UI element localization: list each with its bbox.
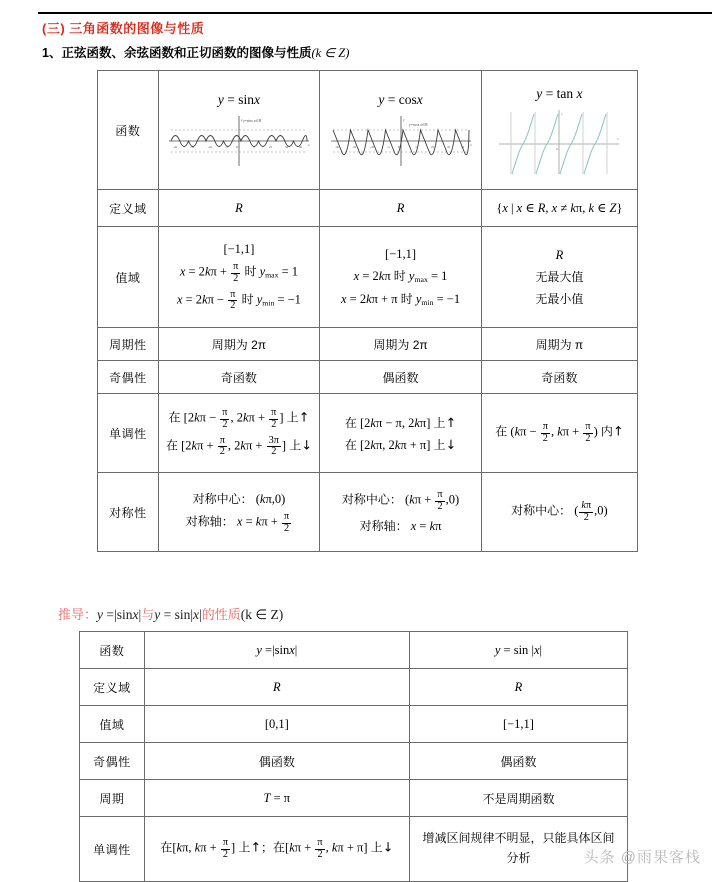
- row-label-parity: 奇偶性: [98, 361, 159, 394]
- symmetry-cos-center: 对称中心： (kπ + $\frac{\pi}{2}$ ,0): [341, 488, 460, 512]
- formula-sin: y = sinx: [217, 92, 260, 107]
- cosine-graph: [327, 110, 475, 172]
- derived-row-range: [80, 706, 628, 743]
- symmetry-sin-axis-label: 对称轴：: [185, 514, 234, 529]
- cell-range-sin: [158, 227, 320, 328]
- table-row-period: [98, 328, 638, 361]
- svg-text:y: y: [561, 112, 564, 116]
- cell-parity-sin: 奇函数: [158, 361, 320, 394]
- table-row-range: [98, 227, 638, 328]
- derived-cell-parity-abs-sin: 偶函数: [144, 743, 409, 780]
- trig-properties-table: [97, 70, 638, 552]
- monotonicity-sin-increasing: 在 [2kπ − $\frac{\pi}{2}$ , 2kπ + $\frac{\pi}{2}$ ] 上↑: [168, 407, 310, 430]
- derived-cell-period-abs-sin: T = π: [144, 780, 409, 817]
- derived-heading-prefix: 推导：: [58, 607, 98, 622]
- svg-text:x: x: [617, 137, 620, 141]
- domain-cos-value: R: [396, 200, 405, 215]
- cell-parity-tan: 奇函数: [481, 361, 637, 394]
- svg-text:x: x: [469, 143, 472, 147]
- range-tan-max: 无最大值: [535, 269, 584, 284]
- derived-heading-formula-2: y = sin|x|: [154, 607, 202, 622]
- symmetry-tan-center-label: 对称中心：: [511, 503, 572, 518]
- derived-cell-period-sin-abs: 不是周期函数: [409, 780, 627, 817]
- svg-text:-2π: -2π: [207, 145, 213, 149]
- svg-text:2π: 2π: [268, 145, 273, 149]
- derived-row-label-period: 周期: [80, 780, 145, 817]
- derived-cell-domain-sin-abs: R: [409, 669, 627, 706]
- cell-range-cos: [320, 227, 482, 328]
- svg-text:-4π: -4π: [334, 145, 339, 149]
- derived-row-label-parity: 奇偶性: [80, 743, 145, 780]
- symmetry-cos-axis: 对称轴： x = kπ: [359, 519, 442, 534]
- derived-row-monotonicity: [80, 817, 628, 882]
- svg-text:-2π: -2π: [369, 145, 374, 149]
- cell-symmetry-tan: [481, 473, 637, 552]
- range-cos-max: x = 2kπ 时 $y_{max} = 1$: [353, 269, 448, 285]
- subsection-title-text: 1、正弦函数、余弦函数和正切函数的图像与性质: [42, 46, 312, 60]
- derived-row-label-domain: 定义域: [80, 669, 145, 706]
- cell-domain-cos: [320, 190, 482, 227]
- derived-heading-mid: 与: [141, 607, 155, 622]
- svg-text:3π: 3π: [446, 145, 450, 149]
- symmetry-sin-center: 对称中心： (kπ,0): [192, 491, 286, 506]
- derived-cell-range-abs-sin: [0,1]: [144, 706, 409, 743]
- table-row-symmetry: [98, 473, 638, 552]
- derived-properties-table: [79, 631, 628, 882]
- symmetry-tan-center: 对称中心： ( $\frac{k\pi}{2}$ ,0): [511, 499, 608, 523]
- monotonicity-sin-decreasing: 在 [2kπ + $\frac{\pi}{2}$ , 2kπ + $\frac{3\pi}{2}$ ] 上↓: [165, 434, 312, 458]
- derived-cell-parity-sin-abs: 偶函数: [409, 743, 627, 780]
- derived-cell-function-abs-sin: y =|sinx|: [144, 632, 409, 669]
- derived-cell-range-sin-abs: [−1,1]: [409, 706, 627, 743]
- monotonicity-cos-decreasing: 在 [2kπ, 2kπ + π] 上↓: [344, 437, 457, 453]
- subsection-title: [42, 43, 349, 61]
- svg-text:y=sinx x∈R: y=sinx x∈R: [242, 119, 261, 123]
- svg-text:y=cosx x∈R: y=cosx x∈R: [408, 123, 428, 127]
- symmetry-sin-axis: 对称轴： x = kπ + $\frac{\pi}{2}$: [185, 510, 290, 534]
- cell-monotonicity-sin: [158, 394, 320, 473]
- derived-monotonicity-abs-sin-text: 在[kπ, kπ + $\frac{\pi}{2}$ ] 上↑；在[kπ + $\frac{\pi}{2}$ , kπ + π] 上↓: [160, 836, 394, 860]
- range-cos-interval: [−1,1]: [385, 247, 417, 262]
- cell-parity-cos: 偶函数: [320, 361, 482, 394]
- symmetry-cos-axis-label: 对称轴：: [359, 519, 408, 534]
- derived-cell-function-sin-abs: y = sin |x|: [409, 632, 627, 669]
- svg-text:2π: 2π: [430, 145, 434, 149]
- row-label-range: 值域: [98, 227, 159, 328]
- svg-text:O: O: [235, 145, 239, 149]
- cell-monotonicity-tan: [481, 394, 637, 473]
- derived-row-function: [80, 632, 628, 669]
- range-sin-max: x = 2kπ + $\frac{\pi}{2}$ 时 $y_{max} = 1$: [179, 261, 299, 284]
- derived-row-parity: [80, 743, 628, 780]
- derived-cell-domain-abs-sin: R: [144, 669, 409, 706]
- derived-row-label-monotonicity: 单调性: [80, 817, 145, 882]
- row-label-function: 函数: [98, 71, 159, 190]
- derived-cell-monotonicity-sin-abs: 增减区间规律不明显，只能具体区间分析: [409, 817, 627, 882]
- watermark: 头条 @雨果客栈: [583, 849, 701, 866]
- svg-text:O: O: [397, 145, 400, 149]
- svg-text:4π: 4π: [460, 145, 464, 149]
- range-cos-min: x = 2kπ + π 时 $y_{min} = -1$: [340, 291, 461, 307]
- section-title: (三) 三角函数的图像与性质: [42, 21, 205, 36]
- domain-tan-value: {x | x ∈ R, x ≠ kπ, k ∈ Z}: [496, 201, 623, 215]
- cell-period-tan: 周期为 π: [481, 328, 637, 361]
- table-row-parity: [98, 361, 638, 394]
- svg-text:π: π: [414, 145, 417, 149]
- derived-row-label-range: 值域: [80, 706, 145, 743]
- range-sin-min: x = 2kπ − $\frac{\pi}{2}$ 时 $y_{min} = -1$: [176, 288, 301, 312]
- svg-text:4π: 4π: [298, 145, 303, 149]
- row-label-monotonicity: 单调性: [98, 394, 159, 473]
- svg-text:-3π: -3π: [189, 145, 195, 149]
- table-row-domain: [98, 190, 638, 227]
- derived-heading: [58, 604, 283, 623]
- svg-text:-π: -π: [224, 145, 228, 149]
- svg-text:3π: 3π: [284, 145, 289, 149]
- row-label-symmetry: 对称性: [98, 473, 159, 552]
- svg-text:y: y: [402, 118, 405, 122]
- subsection-condition: (k ∈ Z): [311, 46, 350, 60]
- cell-period-cos: 周期为 2π: [320, 328, 482, 361]
- svg-text:π: π: [252, 145, 255, 149]
- derived-row-period: [80, 780, 628, 817]
- domain-sin-value: R: [235, 200, 243, 215]
- svg-text:x: x: [307, 143, 310, 147]
- range-tan-min: 无最小值: [535, 291, 584, 306]
- svg-text:-4π: -4π: [172, 145, 178, 149]
- table-row-monotonicity: [98, 394, 638, 473]
- derived-row-label-function: 函数: [80, 632, 145, 669]
- tangent-graph: [493, 104, 625, 178]
- svg-text:O: O: [556, 147, 559, 151]
- cell-domain-sin: [158, 190, 320, 227]
- derived-heading-condition: (k ∈ Z): [240, 607, 284, 622]
- monotonicity-tan-increasing: 在 (kπ − $\frac{\pi}{2}$ , kπ + $\frac{\pi}{2}$ ) 内↑: [495, 420, 624, 444]
- svg-text:y: y: [240, 118, 243, 122]
- cell-function-sin: [158, 71, 320, 190]
- cell-symmetry-sin: [158, 473, 320, 552]
- cell-domain-tan: [481, 190, 637, 227]
- cell-range-tan: [481, 227, 637, 328]
- cell-period-sin: 周期为 2π: [158, 328, 320, 361]
- cell-symmetry-cos: [320, 473, 482, 552]
- derived-heading-suffix: 的性质: [201, 607, 241, 622]
- symmetry-sin-center-label: 对称中心：: [192, 491, 253, 506]
- svg-text:-π: -π: [386, 145, 390, 149]
- top-horizontal-rule: [38, 12, 712, 14]
- table-row-function: [98, 71, 638, 190]
- sine-graph: [165, 110, 313, 172]
- formula-cos: y = cosx: [378, 92, 423, 107]
- row-label-domain: 定义域: [98, 190, 159, 227]
- range-tan-interval: R: [555, 247, 564, 262]
- formula-tan: y = tan x: [536, 86, 583, 101]
- cell-function-tan: [481, 71, 637, 190]
- derived-row-domain: [80, 669, 628, 706]
- row-label-period: 周期性: [98, 328, 159, 361]
- derived-heading-formula-1: y =|sinx|: [97, 607, 142, 622]
- symmetry-cos-center-label: 对称中心：: [341, 492, 402, 507]
- cell-monotonicity-cos: [320, 394, 482, 473]
- monotonicity-cos-increasing: 在 [2kπ − π, 2kπ] 上↑: [344, 415, 457, 431]
- cell-function-cos: [320, 71, 482, 190]
- range-sin-interval: [−1,1]: [223, 242, 255, 257]
- svg-text:-3π: -3π: [351, 145, 356, 149]
- derived-cell-monotonicity-abs-sin: [144, 817, 409, 882]
